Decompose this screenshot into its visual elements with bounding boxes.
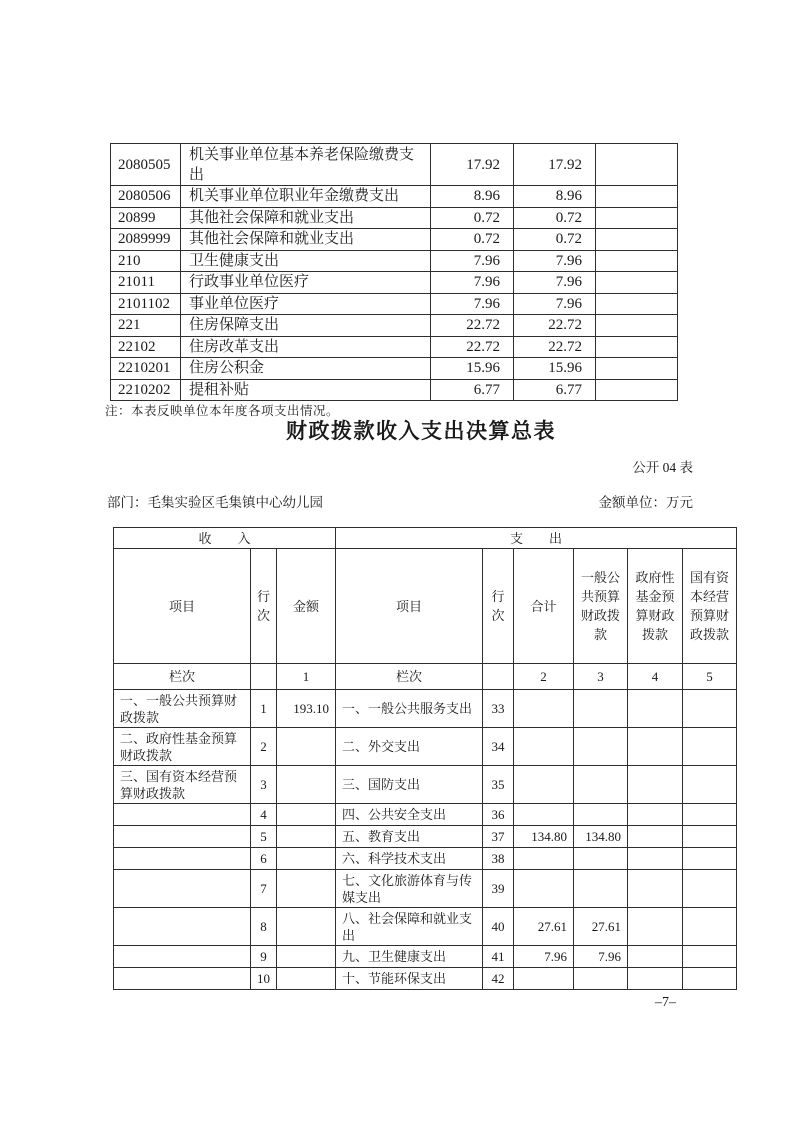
general-budget-cell: 134.80	[574, 826, 628, 848]
income-amount-cell	[277, 968, 336, 990]
budget-item-name-cell: 行政事业单位医疗	[181, 272, 431, 294]
department-label: 部门：毛集实验区毛集镇中心幼儿园	[107, 495, 323, 510]
budget-code-cell: 221	[111, 315, 181, 337]
page-number: –7–	[655, 995, 676, 1010]
amount-col3-cell	[596, 272, 678, 294]
expense-item-cell: 三、国防支出	[336, 766, 483, 804]
budget-item-name-cell: 卫生健康支出	[181, 250, 431, 272]
expense-total-cell: 134.80	[514, 826, 574, 848]
gov-fund-cell	[628, 690, 683, 728]
col-header-expense-line: 行次	[483, 549, 514, 664]
budget-code-cell: 21011	[111, 272, 181, 294]
expense-line-cell: 39	[483, 870, 514, 908]
column-index-label: 栏次	[114, 664, 251, 690]
table-row	[114, 946, 737, 968]
gov-fund-cell	[628, 848, 683, 870]
table-row	[111, 186, 678, 208]
amount-col1-cell: 6.77	[431, 379, 514, 401]
expense-line-cell: 40	[483, 908, 514, 946]
state-capital-cell	[683, 946, 737, 968]
amount-col3-cell	[596, 229, 678, 251]
table-row	[111, 207, 678, 229]
state-capital-cell	[683, 870, 737, 908]
income-item-cell: 二、政府性基金预算财政拨款	[114, 728, 251, 766]
col-header-general-budget: 一般公共预算财政拨款	[574, 549, 628, 664]
expense-line-cell: 41	[483, 946, 514, 968]
income-amount-cell	[277, 826, 336, 848]
amount-col1-cell: 22.72	[431, 336, 514, 358]
table-row	[114, 968, 737, 990]
expense-item-cell: 二、外交支出	[336, 728, 483, 766]
col-header-total: 合计	[514, 549, 574, 664]
amount-col1-cell: 7.96	[431, 250, 514, 272]
amount-col2-cell: 22.72	[514, 315, 596, 337]
amount-col1-cell: 15.96	[431, 358, 514, 380]
expense-total-cell: 27.61	[514, 908, 574, 946]
general-budget-cell	[574, 968, 628, 990]
expense-total-cell	[514, 728, 574, 766]
budget-code-cell: 2210202	[111, 379, 181, 401]
income-line-cell: 5	[251, 826, 277, 848]
gov-fund-cell	[628, 766, 683, 804]
income-amount-cell	[277, 804, 336, 826]
income-line-cell: 9	[251, 946, 277, 968]
amount-col3-cell	[596, 358, 678, 380]
amount-col1-cell: 22.72	[431, 315, 514, 337]
general-budget-cell	[574, 870, 628, 908]
income-item-cell	[114, 826, 251, 848]
income-item-cell: 三、国有资本经营预算财政拨款	[114, 766, 251, 804]
table-row	[111, 379, 678, 401]
general-budget-cell	[574, 766, 628, 804]
budget-code-cell: 2089999	[111, 229, 181, 251]
gov-fund-cell	[628, 826, 683, 848]
amount-col3-cell	[596, 379, 678, 401]
expense-item-cell: 十、节能环保支出	[336, 968, 483, 990]
expense-line-cell: 37	[483, 826, 514, 848]
general-budget-cell	[574, 690, 628, 728]
amount-col2-cell: 15.96	[514, 358, 596, 380]
income-item-cell	[114, 946, 251, 968]
budget-item-name-cell: 其他社会保障和就业支出	[181, 207, 431, 229]
budget-code-cell: 210	[111, 250, 181, 272]
amount-col3-cell	[596, 207, 678, 229]
column-index-blank	[251, 664, 277, 690]
table-row	[111, 293, 678, 315]
income-section-header: 收 入	[114, 528, 336, 549]
expense-item-cell: 九、卫生健康支出	[336, 946, 483, 968]
income-line-cell: 8	[251, 908, 277, 946]
budget-code-cell: 22102	[111, 336, 181, 358]
amount-col3-cell	[596, 250, 678, 272]
amount-col1-cell: 8.96	[431, 186, 514, 208]
table-number-label: 公开 04 表	[632, 460, 693, 475]
budget-item-name-cell: 机关事业单位职业年金缴费支出	[181, 186, 431, 208]
expense-total-cell	[514, 848, 574, 870]
budget-code-cell: 2101102	[111, 293, 181, 315]
table-note: 注：本表反映单位本年度各项支出情况。	[105, 404, 340, 418]
income-line-cell: 3	[251, 766, 277, 804]
col-header-gov-fund: 政府性基金预算财政拨款	[628, 549, 683, 664]
table-row	[111, 229, 678, 251]
table-row	[114, 766, 737, 804]
amount-col2-cell: 22.72	[514, 336, 596, 358]
budget-code-cell: 2080506	[111, 186, 181, 208]
fiscal-appropriation-summary-table	[113, 527, 737, 990]
gov-fund-cell	[628, 968, 683, 990]
unit-label: 金额单位：万元	[598, 495, 693, 510]
table-row	[114, 870, 737, 908]
state-capital-cell	[683, 690, 737, 728]
table-row	[111, 144, 678, 186]
income-item-cell	[114, 804, 251, 826]
income-item-cell	[114, 848, 251, 870]
amount-col3-cell	[596, 144, 678, 186]
table-row	[114, 826, 737, 848]
column-index-4: 4	[628, 664, 683, 690]
table-row	[114, 728, 737, 766]
gov-fund-cell	[628, 728, 683, 766]
expense-section-header: 支 出	[336, 528, 737, 549]
table-meta-row	[107, 491, 693, 511]
expense-item-cell: 五、教育支出	[336, 826, 483, 848]
amount-col1-cell: 7.96	[431, 272, 514, 294]
gov-fund-cell	[628, 946, 683, 968]
col-header-income-line: 行次	[251, 549, 277, 664]
income-item-cell	[114, 870, 251, 908]
amount-col2-cell: 17.92	[514, 144, 596, 186]
table-row	[114, 848, 737, 870]
general-budget-cell	[574, 728, 628, 766]
expense-line-cell: 38	[483, 848, 514, 870]
state-capital-cell	[683, 804, 737, 826]
budget-item-name-cell: 住房公积金	[181, 358, 431, 380]
amount-col1-cell: 0.72	[431, 207, 514, 229]
income-amount-cell	[277, 870, 336, 908]
amount-col2-cell: 7.96	[514, 293, 596, 315]
general-budget-cell	[574, 848, 628, 870]
state-capital-cell	[683, 968, 737, 990]
expense-line-cell: 42	[483, 968, 514, 990]
expense-line-cell: 33	[483, 690, 514, 728]
budget-code-cell: 20899	[111, 207, 181, 229]
table-row	[111, 250, 678, 272]
table-row	[111, 336, 678, 358]
budget-item-name-cell: 提租补贴	[181, 379, 431, 401]
income-line-cell: 2	[251, 728, 277, 766]
expense-item-cell: 一、一般公共服务支出	[336, 690, 483, 728]
amount-col3-cell	[596, 336, 678, 358]
col-header-income-item: 项目	[114, 549, 251, 664]
gov-fund-cell	[628, 870, 683, 908]
amount-col3-cell	[596, 315, 678, 337]
table-row	[111, 272, 678, 294]
table-row	[114, 908, 737, 946]
summary-table-body	[114, 690, 737, 990]
budget-code-cell: 2210201	[111, 358, 181, 380]
column-index-3: 3	[574, 664, 628, 690]
table-row	[111, 315, 678, 337]
income-amount-cell: 193.10	[277, 690, 336, 728]
income-line-cell: 4	[251, 804, 277, 826]
expense-total-cell: 7.96	[514, 946, 574, 968]
amount-col2-cell: 8.96	[514, 186, 596, 208]
state-capital-cell	[683, 848, 737, 870]
expenditure-continuation-table	[110, 143, 678, 401]
column-index-1: 1	[277, 664, 336, 690]
budget-item-name-cell: 机关事业单位基本养老保险缴费支出	[181, 144, 431, 186]
amount-col2-cell: 7.96	[514, 272, 596, 294]
expense-total-cell	[514, 690, 574, 728]
expense-item-cell: 六、科学技术支出	[336, 848, 483, 870]
expense-line-cell: 35	[483, 766, 514, 804]
income-amount-cell	[277, 728, 336, 766]
gov-fund-cell	[628, 804, 683, 826]
column-index-5: 5	[683, 664, 737, 690]
income-amount-cell	[277, 766, 336, 804]
state-capital-cell	[683, 728, 737, 766]
income-amount-cell	[277, 848, 336, 870]
expense-line-cell: 36	[483, 804, 514, 826]
col-header-income-amount: 金额	[277, 549, 336, 664]
page-title: 财政拨款收入支出决算总表	[286, 420, 556, 443]
column-index-blank2	[483, 664, 514, 690]
state-capital-cell	[683, 826, 737, 848]
expense-total-cell	[514, 766, 574, 804]
amount-col1-cell: 0.72	[431, 229, 514, 251]
column-index-label2: 栏次	[336, 664, 483, 690]
general-budget-cell: 7.96	[574, 946, 628, 968]
expenditure-table-body	[111, 144, 678, 401]
expense-line-cell: 34	[483, 728, 514, 766]
amount-col3-cell	[596, 293, 678, 315]
expense-item-cell: 八、社会保障和就业支出	[336, 908, 483, 946]
budget-item-name-cell: 其他社会保障和就业支出	[181, 229, 431, 251]
amount-col2-cell: 0.72	[514, 229, 596, 251]
income-item-cell: 一、一般公共预算财政拨款	[114, 690, 251, 728]
state-capital-cell	[683, 908, 737, 946]
income-amount-cell	[277, 946, 336, 968]
income-item-cell	[114, 968, 251, 990]
expense-total-cell	[514, 870, 574, 908]
budget-code-cell: 2080505	[111, 144, 181, 186]
income-line-cell: 7	[251, 870, 277, 908]
table-row	[114, 690, 737, 728]
general-budget-cell	[574, 804, 628, 826]
expense-item-cell: 四、公共安全支出	[336, 804, 483, 826]
gov-fund-cell	[628, 908, 683, 946]
income-line-cell: 10	[251, 968, 277, 990]
budget-item-name-cell: 事业单位医疗	[181, 293, 431, 315]
col-header-state-capital: 国有资本经营预算财政拨款	[683, 549, 737, 664]
budget-item-name-cell: 住房保障支出	[181, 315, 431, 337]
income-line-cell: 6	[251, 848, 277, 870]
budget-item-name-cell: 住房改革支出	[181, 336, 431, 358]
table-row	[111, 358, 678, 380]
income-item-cell	[114, 908, 251, 946]
income-amount-cell	[277, 908, 336, 946]
state-capital-cell	[683, 766, 737, 804]
table-row	[114, 804, 737, 826]
income-line-cell: 1	[251, 690, 277, 728]
expense-item-cell: 七、文化旅游体育与传媒支出	[336, 870, 483, 908]
col-header-expense-item: 项目	[336, 549, 483, 664]
amount-col3-cell	[596, 186, 678, 208]
expense-total-cell	[514, 804, 574, 826]
expense-total-cell	[514, 968, 574, 990]
amount-col2-cell: 0.72	[514, 207, 596, 229]
summary-table-head	[114, 528, 737, 690]
amount-col1-cell: 17.92	[431, 144, 514, 186]
amount-col2-cell: 6.77	[514, 379, 596, 401]
amount-col2-cell: 7.96	[514, 250, 596, 272]
amount-col1-cell: 7.96	[431, 293, 514, 315]
general-budget-cell: 27.61	[574, 908, 628, 946]
column-index-2: 2	[514, 664, 574, 690]
